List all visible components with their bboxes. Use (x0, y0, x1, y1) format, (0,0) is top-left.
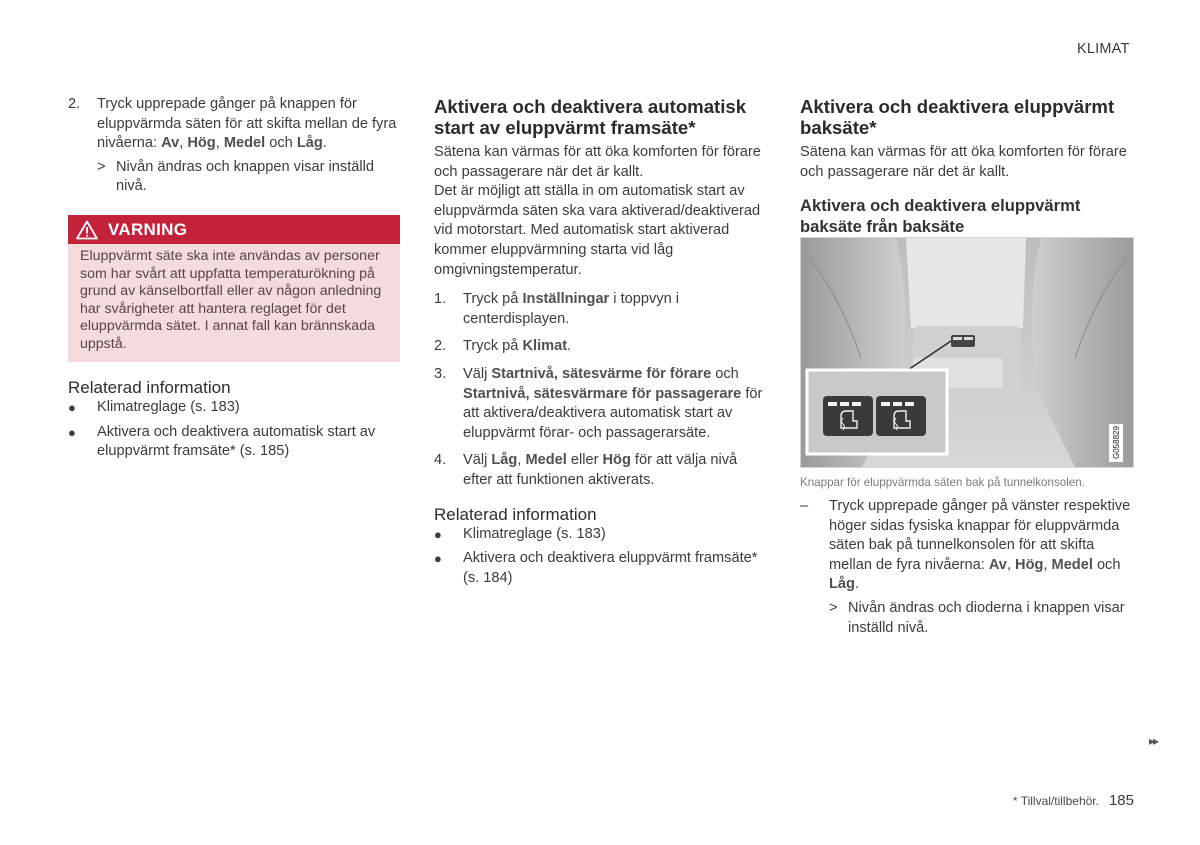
step-text: Tryck upprepade gånger på knappen för eluppvärmda säten för att skifta mellan de fyra nivåerna: (97, 96, 397, 152)
level-high: Hög (1015, 556, 1044, 573)
step-text: Välj (463, 365, 492, 382)
related-link-text[interactable]: Aktivera och deaktivera eluppvärmt framsäte* (s. 184) (463, 550, 758, 586)
footer (1013, 791, 1134, 812)
column-middle (434, 96, 769, 588)
bullet: ● (68, 400, 76, 415)
sep: , (1006, 556, 1016, 573)
step-number: 1. (434, 291, 447, 308)
result-text: Nivån ändras och dioderna i knappen visar inställd nivå. (848, 599, 1125, 636)
bullet: ● (434, 526, 442, 542)
rear-seat-instructions (800, 497, 1134, 638)
double-chevron-right-icon: ▸▸ (1149, 734, 1158, 748)
step-text: Välj (463, 452, 492, 469)
step-1 (434, 290, 769, 329)
instruction (800, 497, 1134, 595)
sep: , (215, 135, 224, 152)
warning-title: VARNING (108, 219, 188, 239)
sep: och (1092, 556, 1121, 573)
sep: och (265, 135, 297, 152)
level-medium: Medel (223, 135, 266, 152)
subheading: Aktivera och deaktivera eluppvärmt baksäte från baksäte (800, 196, 1081, 237)
level-high: Hög (187, 135, 216, 152)
warning-header (68, 215, 400, 244)
step-text: Tryck på (463, 338, 523, 355)
step-text: för att välja nivå efter att funktionen aktiverats. (463, 452, 738, 488)
section-heading: Aktivera och deaktivera automatisk start av eluppvärmt framsäte* (434, 96, 747, 138)
level-low: Låg (829, 576, 855, 593)
step-text: . (567, 338, 572, 355)
figure-caption: Knappar för eluppvärmda säten bak på tunnelkonsolen. (800, 476, 1085, 489)
step-text: Tryck på (463, 291, 523, 308)
step-number: 3. (434, 365, 447, 382)
option-driver-start-level: Startnivå, sätesvärme för förare (491, 365, 712, 382)
figure-code: G058829 (1112, 426, 1121, 459)
dash-marker: – (800, 498, 809, 514)
paragraph: Sätena kan värmas för att öka komforten för förare och passagerare när det är kallt. (434, 144, 761, 180)
result-marker: > (829, 599, 838, 616)
section-heading: Aktivera och deaktivera eluppvärmt baksäte* (800, 96, 1115, 138)
level-medium: Medel (1051, 556, 1093, 573)
step-text: och (711, 365, 739, 382)
warning-box (68, 215, 400, 362)
level-high: Hög (602, 452, 631, 469)
related-heading: Relaterad information (68, 378, 231, 397)
rear-console-photo (800, 237, 1134, 468)
rear-console-illustration (801, 238, 1134, 468)
sep: eller (566, 452, 603, 469)
level-off: Av (161, 135, 180, 152)
related-link[interactable] (68, 423, 400, 462)
step-4 (434, 451, 769, 490)
related-link-text[interactable]: Klimatreglage (s. 183) (97, 399, 240, 415)
step-text: för att aktivera/deaktivera automatisk start av eluppvärmt förar- och passagerarsäte. (463, 385, 763, 441)
section-label: KLIMAT (1077, 41, 1130, 57)
level-low: Låg (491, 452, 518, 469)
instruction-text: Tryck upprepade gånger på vänster respektive höger sidas fysiska knappar för eluppvärmda säten bak på tunnelkonsolen för att skifta mellan de fyra nivåerna: (829, 498, 1131, 573)
bullet: ● (434, 551, 442, 567)
paragraph: Sätena kan värmas för att öka komforten för förare och passagerare när det är kallt. (800, 144, 1127, 180)
result-text: Nivån ändras och knappen visar inställd nivå. (116, 158, 374, 195)
level-low: Låg (296, 135, 323, 152)
related-info-left (68, 377, 400, 462)
step-number: 4. (434, 452, 447, 469)
related-link[interactable] (434, 525, 769, 545)
column-right (800, 96, 1134, 237)
step-number: 2. (68, 96, 81, 112)
level-off: Av (988, 556, 1007, 573)
sep: . (854, 576, 860, 593)
footnote: * Tillval/tillbehör. (1012, 794, 1099, 808)
step-text: i toppvyn i centerdisplayen. (463, 291, 679, 327)
sep: . (322, 135, 327, 152)
sep: , (1043, 556, 1052, 573)
related-link[interactable] (68, 398, 400, 418)
related-heading: Relaterad information (434, 504, 597, 524)
related-link-text[interactable]: Aktivera och deaktivera automatisk start av eluppvärmt framsäte* (s. 185) (97, 423, 376, 460)
step-2 (434, 337, 769, 357)
warning-text: Eluppvärmt säte ska inte användas av personer som har svårt att uppfatta temperaturökning på grund av känselbortfall eller av någon anledning har svårigheter att hantera reglaget för det eluppvärmda sätet. I annat fall kan brännskada uppstå. (68, 244, 400, 362)
option-passenger-start-level: Startnivå, sätesvärmare för passagerare (463, 385, 742, 402)
step-2 (68, 95, 400, 197)
menu-settings: Inställningar (522, 291, 610, 308)
related-link-text[interactable]: Klimatreglage (s. 183) (463, 525, 606, 542)
bullet: ● (68, 424, 76, 440)
result-marker: > (97, 158, 106, 175)
warning-triangle-icon (76, 220, 98, 240)
sep: , (517, 452, 526, 469)
sep: , (179, 135, 188, 152)
page-number: 185 (1108, 792, 1134, 809)
level-medium: Medel (525, 452, 567, 469)
step-number: 2. (434, 338, 447, 355)
menu-climate: Klimat (522, 338, 568, 355)
result (800, 599, 1134, 638)
step-3 (434, 365, 769, 443)
paragraph: Det är möjligt att ställa in om automatisk start av eluppvärmda säten ska vara aktiverad/deaktiverad vid motorstart. Med automatisk start aktiverad kommer eluppvärmning starta vid låg omgivningstemperatur. (434, 183, 761, 278)
related-link[interactable] (434, 549, 769, 588)
